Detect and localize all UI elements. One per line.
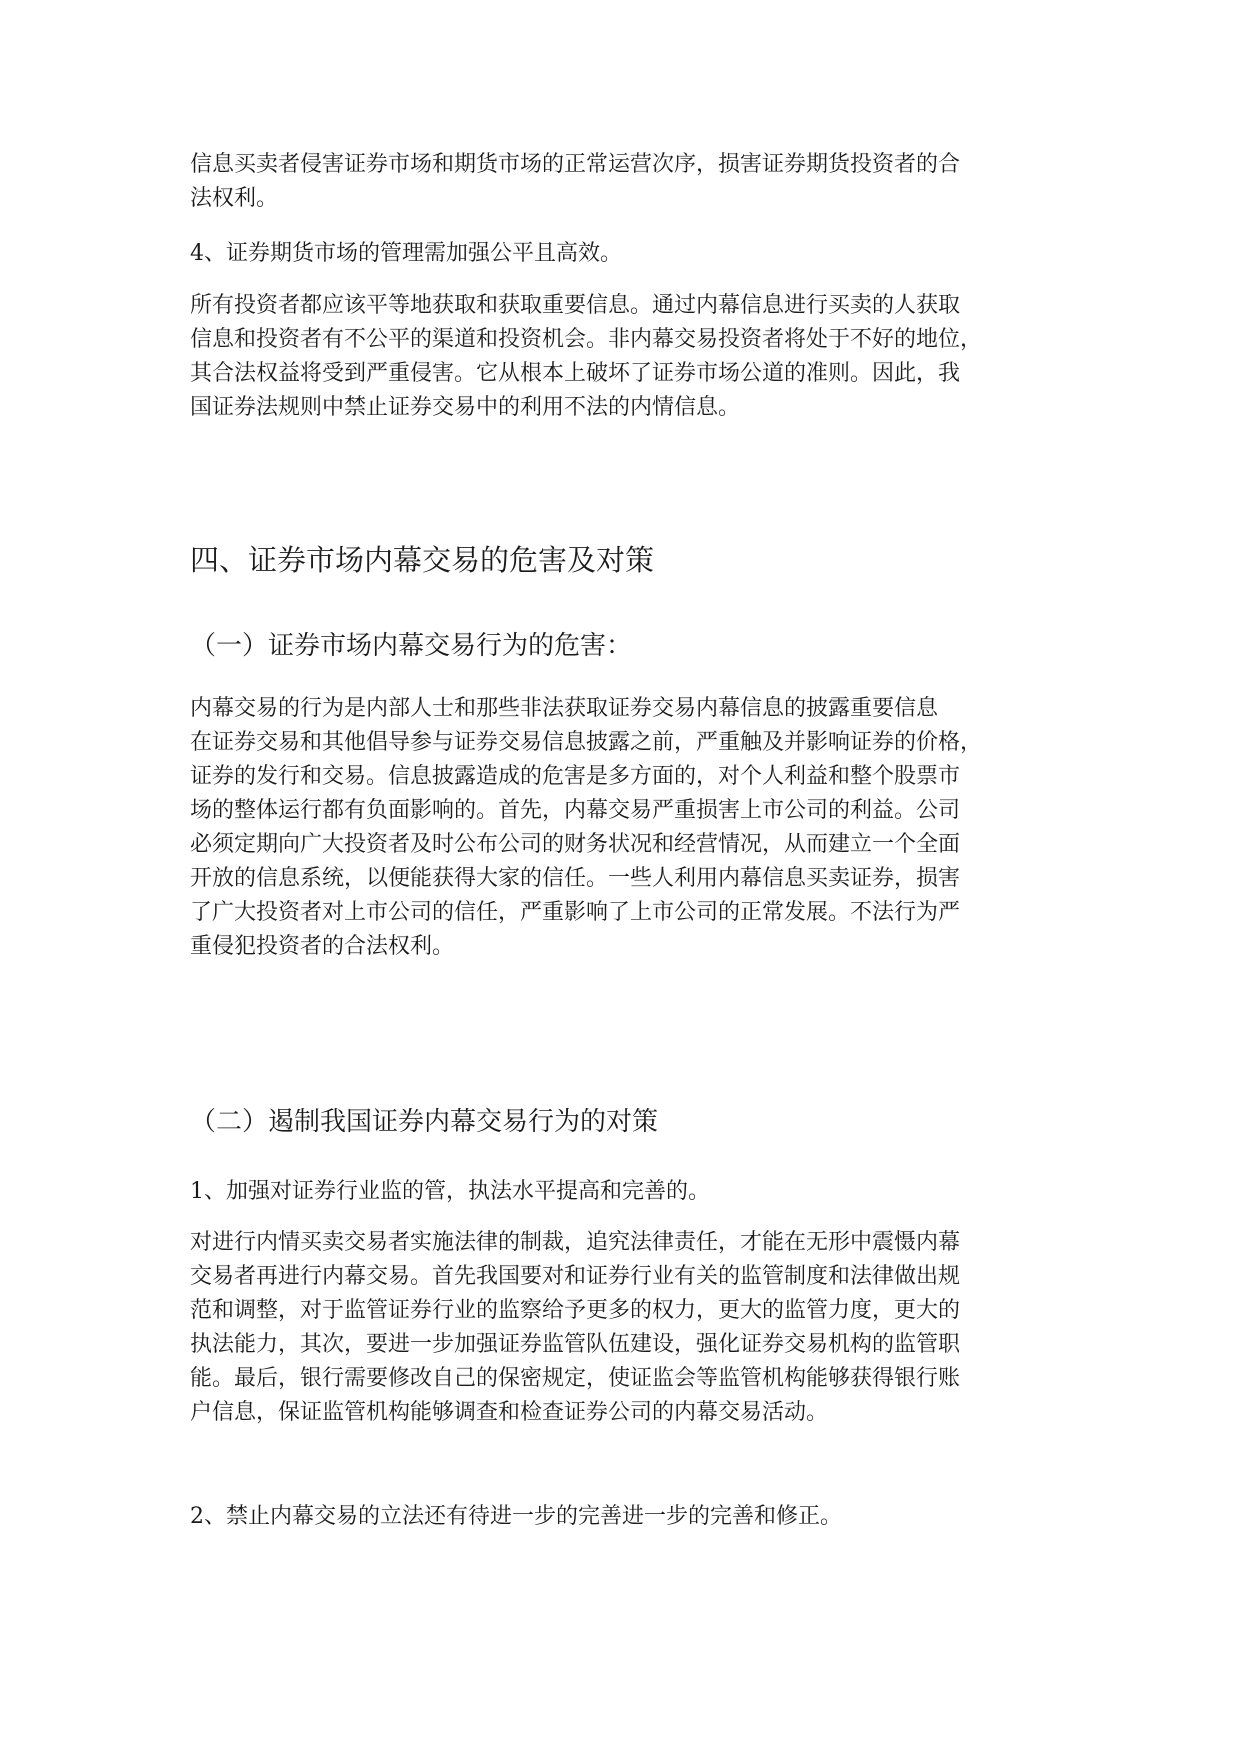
text-line: 开放的信息系统，以便能获得大家的信任。一些人利用内幕信息买卖证券，损害 xyxy=(190,866,961,891)
text-line: 信息和投资者有不公平的渠道和投资机会。非内幕交易投资者将处于不好的地位， xyxy=(190,327,983,352)
text-line: 场的整体运行都有负面影响的。首先，内幕交易严重损害上市公司的利益。公司 xyxy=(190,798,961,823)
paragraph-countermeasures xyxy=(190,1226,1070,1430)
text-line: 交易者再进行内幕交易。首先我国要对和证券行业有关的监管制度和法律做出规 xyxy=(190,1264,961,1289)
list-item-2 xyxy=(190,1500,1070,1534)
text-line: 4、证券期货市场的管理需加强公平且高效。 xyxy=(190,241,622,266)
text-line: 执法能力，其次，要进一步加强证券监管队伍建设，强化证券交易机构的监管职 xyxy=(190,1332,961,1357)
text-line: 国证券法规则中禁止证券交易中的利用不法的内情信息。 xyxy=(190,395,741,420)
text-line: 户信息，保证监管机构能够调查和检查证券公司的内幕交易活动。 xyxy=(190,1400,829,1425)
text-line: 所有投资者都应该平等地获取和获取重要信息。通过内幕信息进行买卖的人获取 xyxy=(190,293,961,318)
text-line: 在证券交易和其他倡导参与证券交易信息披露之前，严重触及并影响证券的价格， xyxy=(190,730,983,755)
list-item-1 xyxy=(190,1175,1070,1209)
list-item-4 xyxy=(190,237,1070,271)
text-line: 1、加强对证券行业监的管，执法水平提高和完善的。 xyxy=(190,1179,710,1204)
text-line: 重侵犯投资者的合法权利。 xyxy=(190,934,455,959)
paragraph-continuation xyxy=(190,148,1070,216)
text-line: 信息买卖者侵害证券市场和期货市场的正常运营次序，损害证券期货投资者的合 xyxy=(190,152,961,177)
paragraph-fair-access xyxy=(190,289,1070,425)
text-line: 内幕交易的行为是内部人士和那些非法获取证券交易内幕信息的披露重要信息 xyxy=(190,696,939,721)
text-line: 必须定期向广大投资者及时公布公司的财务状况和经营情况，从而建立一个全面 xyxy=(190,832,961,857)
text-line: 了广大投资者对上市公司的信任，严重影响了上市公司的正常发展。不法行为严 xyxy=(190,900,961,925)
text-line: 法权利。 xyxy=(190,186,279,211)
subsection-heading-1: （一）证券市场内幕交易行为的危害： xyxy=(190,631,633,661)
text-line: 能。最后，银行需要修改自己的保密规定，使证监会等监管机构能够获得银行账 xyxy=(190,1366,961,1391)
paragraph-harm xyxy=(190,692,1070,964)
text-line: 范和调整，对于监管证券行业的监察给予更多的权力，更大的监管力度，更大的 xyxy=(190,1298,961,1323)
text-line: 对进行内情买卖交易者实施法律的制裁，追究法律责任，才能在无形中震慑内幕 xyxy=(190,1230,961,1255)
subsection-heading-2: （二）遏制我国证券内幕交易行为的对策 xyxy=(190,1107,659,1137)
text-line: 2、禁止内幕交易的立法还有待进一步的完善进一步的完善和修正。 xyxy=(190,1504,842,1529)
section-heading-4: 四、证券市场内幕交易的危害及对策 xyxy=(190,543,655,577)
text-line: 其合法权益将受到严重侵害。它从根本上破坏了证券市场公道的准则。因此，我 xyxy=(190,361,961,386)
text-line: 证券的发行和交易。信息披露造成的危害是多方面的，对个人利益和整个股票市 xyxy=(190,764,961,789)
